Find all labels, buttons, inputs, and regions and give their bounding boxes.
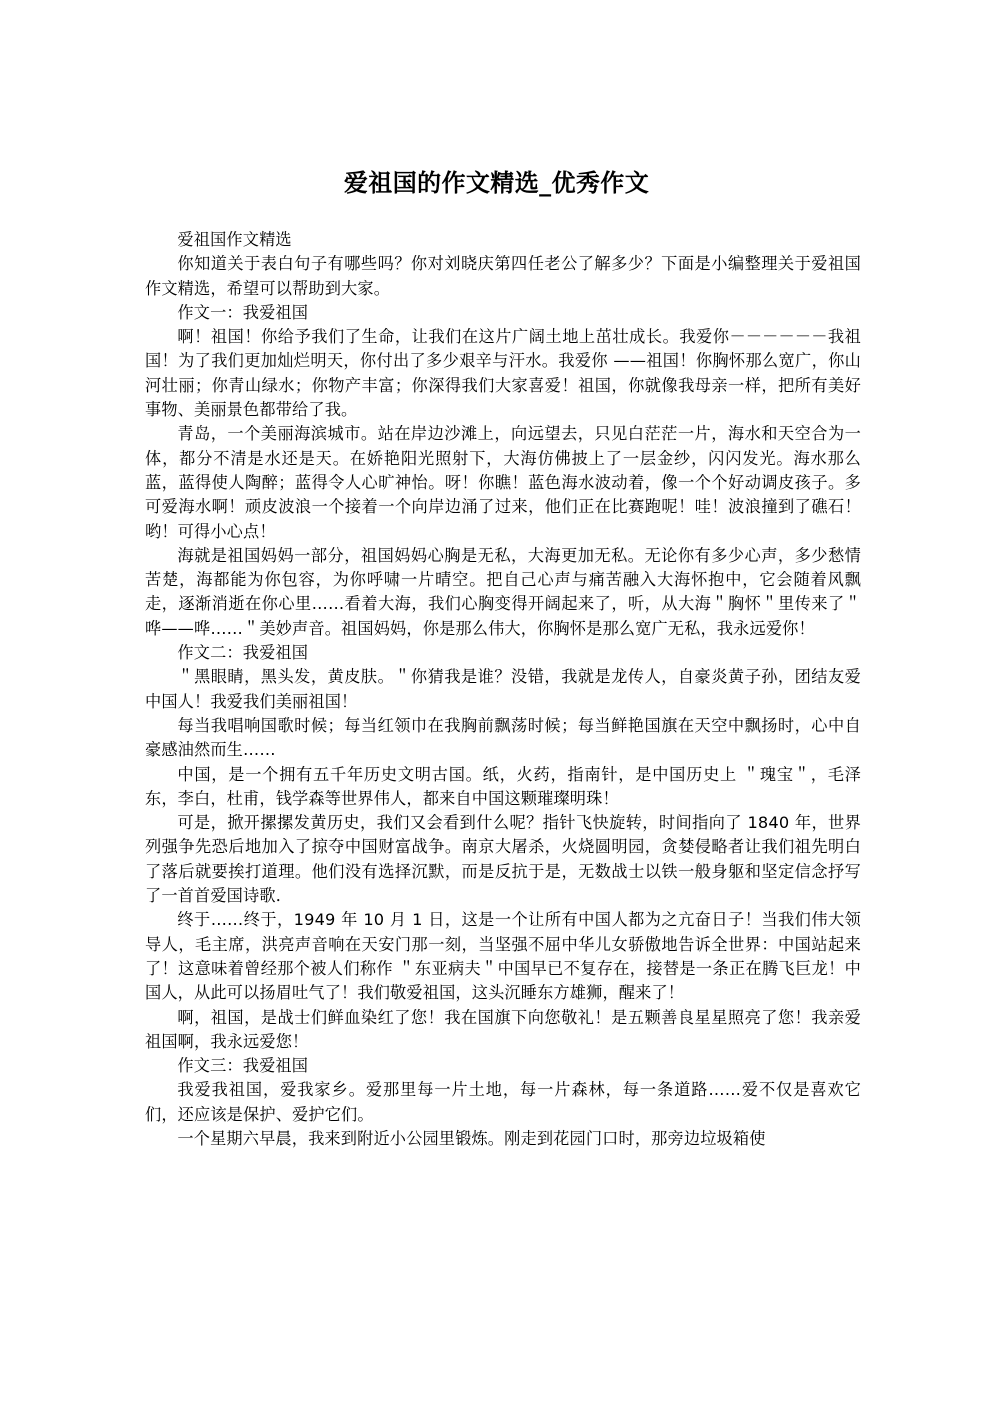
paragraph-essay-three-p2: 一个星期六早晨，我来到附近小公园里锻炼。刚走到花园门口时，那旁边垃圾箱使 <box>177 1128 766 1148</box>
paragraph-essay-three-p1: 我爱我祖国，爱我家乡。爱那里每一片土地，每一片森林，每一条道路……爱不仅是喜欢它们，还应该是保护、爱护它们。 <box>145 1080 861 1124</box>
paragraph-intro: 你知道关于表白句子有哪些吗？你对刘晓庆第四任老公了解多少？下面是小编整理关于爱祖国作文精选，希望可以帮助到大家。 <box>145 254 861 298</box>
paragraph-essay-one-p2: 青岛，一个美丽海滨城市。站在岸边沙滩上，向远望去，只见白茫茫一片，海水和天空合为一体，都分不清是水还是天。在娇艳阳光照射下，大海仿佛披上了一层金纱，闪闪发光。海水那么蓝，蓝得使人陶醉；蓝得令人心旷神怡。呀！你瞧！蓝色海水波动着，像一个个好动调皮孩子。多可爱海水啊！顽皮波浪一个接着一个向岸边涌了过来，他们正在比赛跑呢！哇！波浪撞到了礁石！哟！可得小心点！ <box>145 424 861 541</box>
paragraph-essay-three-heading: 作文三：我爱祖国 <box>177 1056 309 1076</box>
paragraph-essay-two-heading: 作文二：我爱祖国 <box>177 643 309 663</box>
page-title: 爱祖国的作文精选_优秀作文 <box>343 169 650 198</box>
paragraph-essay-two-p5: 终于……终于，1949 年 10 月 1 日，这是一个让所有中国人都为之亢奋日子！当我们伟大领导人，毛主席，洪亮声音响在天安门那一刻，当坚强不屈中华儿女骄傲地告诉全世界：中国站起来了！这意味着曾经那个被人们称作 ＂东亚病夫＂中国早已不复存在，接替是一条正在腾飞巨龙！中国人，从此可以扬眉吐气了！我们敬爱祖国，这头沉睡东方雄狮，醒来了！ <box>145 910 861 1003</box>
paragraph-essay-one-p3: 海就是祖国妈妈一部分，祖国妈妈心胸是无私，大海更加无私。无论你有多少心声，多少愁情苦楚，海都能为你包容，为你呼啸一片晴空。把自己心声与痛苦融入大海怀抱中，它会随着风飘走，逐渐消逝在你心里……看着大海，我们心胸变得开阔起来了，听，从大海＂胸怀＂里传来了＂哗——哗……＂美妙声音。祖国妈妈，你是那么伟大，你胸怀是那么宽广无私，我永远爱你！ <box>145 545 861 638</box>
paragraph-essay-one-p1: 啊！祖国！你给予我们了生命，让我们在这片广阔土地上茁壮成长。我爱你－－－－－－我祖国！为了我们更加灿烂明天，你付出了多少艰辛与汗水。我爱你 ——祖国！你胸怀那么宽广，你山河壮丽；你青山绿水；你物产丰富；你深得我们大家喜爱！祖国，你就像我母亲一样，把所有美好事物、美丽景色都带给了我。 <box>145 327 861 420</box>
paragraph-essay-two-p1: ＂黑眼睛，黑头发，黄皮肤。＂你猜我是谁？没错，我就是龙传人，自豪炎黄子孙，团结友爱中国人！我爱我们美丽祖国！ <box>145 667 861 711</box>
paragraph-essay-two-p2: 每当我唱响国歌时候；每当红领巾在我胸前飘荡时候；每当鲜艳国旗在天空中飘扬时，心中自豪感油然而生…… <box>145 715 861 760</box>
document-body <box>145 228 861 1151</box>
paragraph-essay-two-p4: 可是，掀开摞摞发黄历史，我们又会看到什么呢？指针飞快旋转，时间指向了 1840 年，世界列强争先恐后地加入了掠夺中国财富战争。南京大屠杀，火烧圆明园，贪婪侵略者让我们祖先明白了落后就要挨打道理。他们没有选择沉默，而是反抗于是，无数战士以铁一般身躯和坚定信念抒写了一首首爱国诗歌． <box>145 813 861 906</box>
paragraph-essay-one-heading: 作文一：我爱祖国 <box>177 302 309 322</box>
paragraph-heading-collection: 爱祖国作文精选 <box>177 230 292 249</box>
paragraph-essay-two-p6: 啊，祖国，是战士们鲜血染红了您！我在国旗下向您敬礼！是五颗善良星星照亮了您！我亲爱祖国啊，我永远爱您！ <box>145 1007 861 1051</box>
paragraph-essay-two-p3: 中国，是一个拥有五千年历史文明古国。纸，火药，指南针，是中国历史上 ＂瑰宝＂，毛泽东，李白，杜甫，钱学森等世界伟人，都来自中国这颗璀璨明珠！ <box>145 764 861 808</box>
